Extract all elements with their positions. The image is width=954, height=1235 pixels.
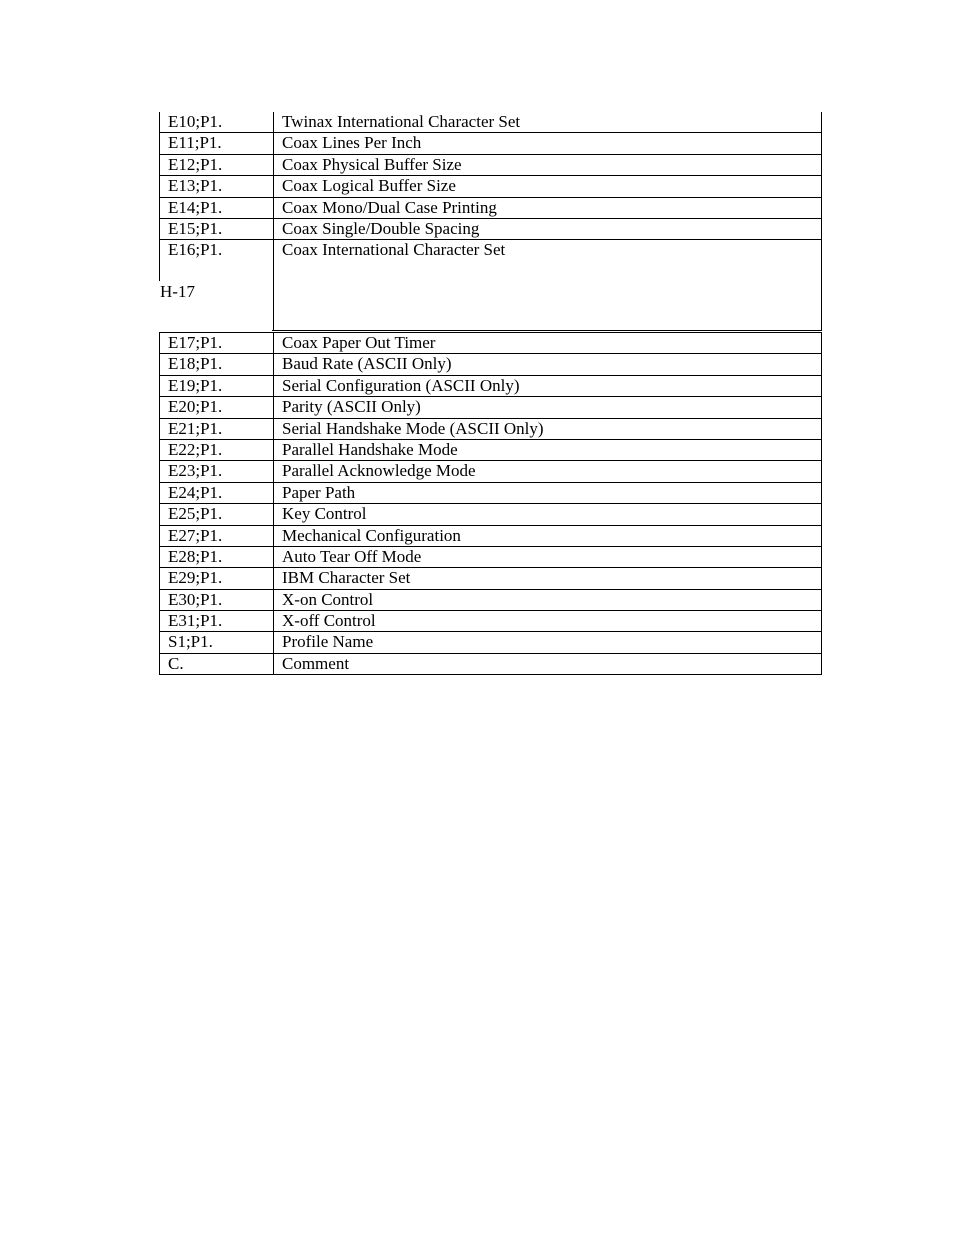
parameter-code: E19;P1. (160, 375, 274, 396)
table-row (160, 482, 822, 503)
parameter-description: Coax Physical Buffer Size (274, 154, 822, 175)
parameter-description: IBM Character Set (274, 568, 822, 589)
parameter-code: E14;P1. (160, 197, 274, 218)
table-row (160, 504, 822, 525)
table-row (160, 375, 822, 396)
parameter-code: E24;P1. (160, 482, 274, 503)
parameter-code: E20;P1. (160, 397, 274, 418)
table-row (160, 218, 822, 239)
parameter-code: E31;P1. (160, 611, 274, 632)
parameter-code: E10;P1. (160, 112, 274, 133)
parameter-description: Coax Mono/Dual Case Printing (274, 197, 822, 218)
table-row (160, 418, 822, 439)
table-row (160, 397, 822, 418)
table-row (160, 133, 822, 154)
parameter-description: Profile Name (274, 632, 822, 653)
parameter-description: X-on Control (274, 589, 822, 610)
parameter-description: X-off Control (274, 611, 822, 632)
table-row (160, 176, 822, 197)
parameter-description: Parallel Handshake Mode (274, 439, 822, 460)
parameter-code: E29;P1. (160, 568, 274, 589)
parameter-description: Coax Logical Buffer Size (274, 176, 822, 197)
table-row (160, 461, 822, 482)
parameter-code: E23;P1. (160, 461, 274, 482)
parameter-description: Parallel Acknowledge Mode (274, 461, 822, 482)
parameter-description: Paper Path (274, 482, 822, 503)
parameter-code: E11;P1. (160, 133, 274, 154)
parameter-description: Key Control (274, 504, 822, 525)
page-number: H-17 (160, 282, 195, 301)
parameter-code: E28;P1. (160, 546, 274, 567)
parameter-table-bottom (159, 332, 822, 675)
parameter-code: E17;P1. (160, 333, 274, 354)
parameter-code: E30;P1. (160, 589, 274, 610)
parameter-description: Coax Paper Out Timer (274, 333, 822, 354)
parameter-code: E16;P1. (160, 240, 274, 331)
table-row (160, 525, 822, 546)
parameter-code: C. (160, 653, 274, 674)
table-row (160, 653, 822, 674)
parameter-code: E27;P1. (160, 525, 274, 546)
table-row (160, 546, 822, 567)
parameter-code: E25;P1. (160, 504, 274, 525)
parameter-code: E13;P1. (160, 176, 274, 197)
parameter-description: Serial Handshake Mode (ASCII Only) (274, 418, 822, 439)
parameter-description: Parity (ASCII Only) (274, 397, 822, 418)
parameter-code: E12;P1. (160, 154, 274, 175)
parameter-description: Auto Tear Off Mode (274, 546, 822, 567)
table-row (160, 354, 822, 375)
parameter-code: E15;P1. (160, 218, 274, 239)
parameter-description: Coax Single/Double Spacing (274, 218, 822, 239)
table-row (160, 333, 822, 354)
table-row (160, 632, 822, 653)
table-row (160, 154, 822, 175)
table-row (160, 589, 822, 610)
parameter-code: E18;P1. (160, 354, 274, 375)
parameter-description: Mechanical Configuration (274, 525, 822, 546)
table-row (160, 611, 822, 632)
parameter-code: S1;P1. (160, 632, 274, 653)
parameter-description: Serial Configuration (ASCII Only) (274, 375, 822, 396)
parameter-description: Comment (274, 653, 822, 674)
parameter-description: Coax International Character Set (274, 240, 822, 331)
parameter-code: E22;P1. (160, 439, 274, 460)
table-row (160, 197, 822, 218)
parameter-description: Twinax International Character Set (274, 112, 822, 133)
table-row (160, 568, 822, 589)
parameter-description: Coax Lines Per Inch (274, 133, 822, 154)
table-row (160, 439, 822, 460)
table-row (160, 112, 822, 133)
parameter-description: Baud Rate (ASCII Only) (274, 354, 822, 375)
parameter-code: E21;P1. (160, 418, 274, 439)
